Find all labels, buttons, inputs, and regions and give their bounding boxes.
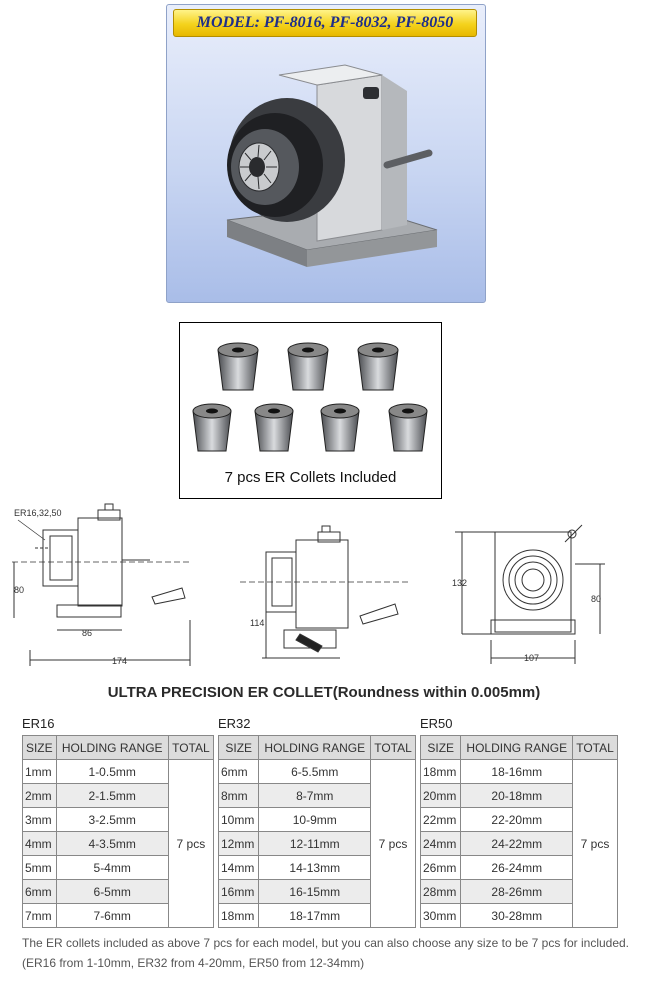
holding-range-cell: 24-22mm [461,832,573,856]
holding-range-cell: 7-6mm [56,904,168,928]
table-row [421,760,618,784]
side-dim-length: 174 [112,656,128,666]
holding-range-cell: 4-3.5mm [56,832,168,856]
column-header: TOTAL [168,736,213,760]
column-header: HOLDING RANGE [56,736,168,760]
collet-row-top [218,343,398,390]
size-cell: 10mm [219,808,259,832]
end-dim-height: 132 [452,578,468,588]
front-view-drawing [240,526,410,658]
size-cell: 4mm [23,832,57,856]
column-header: SIZE [421,736,461,760]
table-row [219,760,416,784]
table-row [23,760,214,784]
holding-range-cell: 14-13mm [259,856,371,880]
size-cell: 18mm [421,760,461,784]
technical-drawings [0,500,648,672]
side-view-drawing [12,504,190,666]
size-cell: 28mm [421,880,461,904]
size-cell: 7mm [23,904,57,928]
holding-range-cell: 6-5mm [56,880,168,904]
holding-range-cell: 18-16mm [461,760,573,784]
holding-range-cell: 16-15mm [259,880,371,904]
holding-range-cell: 10-9mm [259,808,371,832]
size-cell: 14mm [219,856,259,880]
size-cell: 26mm [421,856,461,880]
er16-label: ER16 [22,716,55,731]
size-cell: 20mm [421,784,461,808]
holding-range-cell: 28-26mm [461,880,573,904]
holding-range-cell: 1-0.5mm [56,760,168,784]
end-view-drawing [455,525,605,664]
side-dim-height: 80 [14,585,25,595]
holding-range-cell: 18-17mm [259,904,371,928]
size-cell: 18mm [219,904,259,928]
er32-label: ER32 [218,716,251,731]
total-cell: 7 pcs [573,760,618,928]
total-cell: 7 pcs [168,760,213,928]
column-header: SIZE [23,736,57,760]
size-cell: 8mm [219,784,259,808]
collets-illustration [180,323,441,463]
footnote: The ER collets included as above 7 pcs for each model, but you can also choose any size to be 7 pcs for included. (ER16 from 1-10mm, ER32 from 4-20mm, ER50 from 12-34mm) [22,936,630,970]
size-cell: 3mm [23,808,57,832]
table-header-row [23,736,214,760]
side-dim-base: 86 [82,628,93,638]
side-view-label: ER16,32,50 [14,508,62,518]
column-header: HOLDING RANGE [461,736,573,760]
column-header: TOTAL [371,736,416,760]
collet-table-title: ULTRA PRECISION ER COLLET(Roundness within 0.005mm) [107,684,541,701]
column-header: HOLDING RANGE [259,736,371,760]
size-cell: 6mm [219,760,259,784]
holding-range-cell: 20-18mm [461,784,573,808]
holding-range-cell: 8-7mm [259,784,371,808]
spin-fixture-illustration [167,5,485,302]
column-header: SIZE [219,736,259,760]
end-dim-width: 107 [524,653,540,663]
end-dim-center: 80 [591,594,602,604]
holding-range-cell: 5-4mm [56,856,168,880]
table-header-row [219,736,416,760]
size-cell: 1mm [23,760,57,784]
holding-range-cell: 2-1.5mm [56,784,168,808]
holding-range-cell: 6-5.5mm [259,760,371,784]
front-dim-height: 114 [250,618,265,628]
product-photo [166,4,486,303]
er32-table [218,735,416,928]
collets-figure [179,322,442,499]
total-cell: 7 pcs [371,760,416,928]
holding-range-cell: 30-28mm [461,904,573,928]
er50-table [420,735,618,928]
size-cell: 2mm [23,784,57,808]
model-banner: MODEL: PF-8016, PF-8032, PF-8050 [173,9,477,37]
collet-row-bottom [193,404,427,451]
holding-range-cell: 26-24mm [461,856,573,880]
er16-table [22,735,214,928]
size-cell: 24mm [421,832,461,856]
size-cell: 5mm [23,856,57,880]
collets-caption: 7 pcs ER Collets Included [224,469,397,486]
holding-range-cell: 12-11mm [259,832,371,856]
column-header: TOTAL [573,736,618,760]
size-cell: 30mm [421,904,461,928]
size-cell: 16mm [219,880,259,904]
size-cell: 22mm [421,808,461,832]
holding-range-cell: 3-2.5mm [56,808,168,832]
size-cell: 12mm [219,832,259,856]
table-header-row [421,736,618,760]
size-cell: 6mm [23,880,57,904]
er50-label: ER50 [420,716,453,731]
holding-range-cell: 22-20mm [461,808,573,832]
